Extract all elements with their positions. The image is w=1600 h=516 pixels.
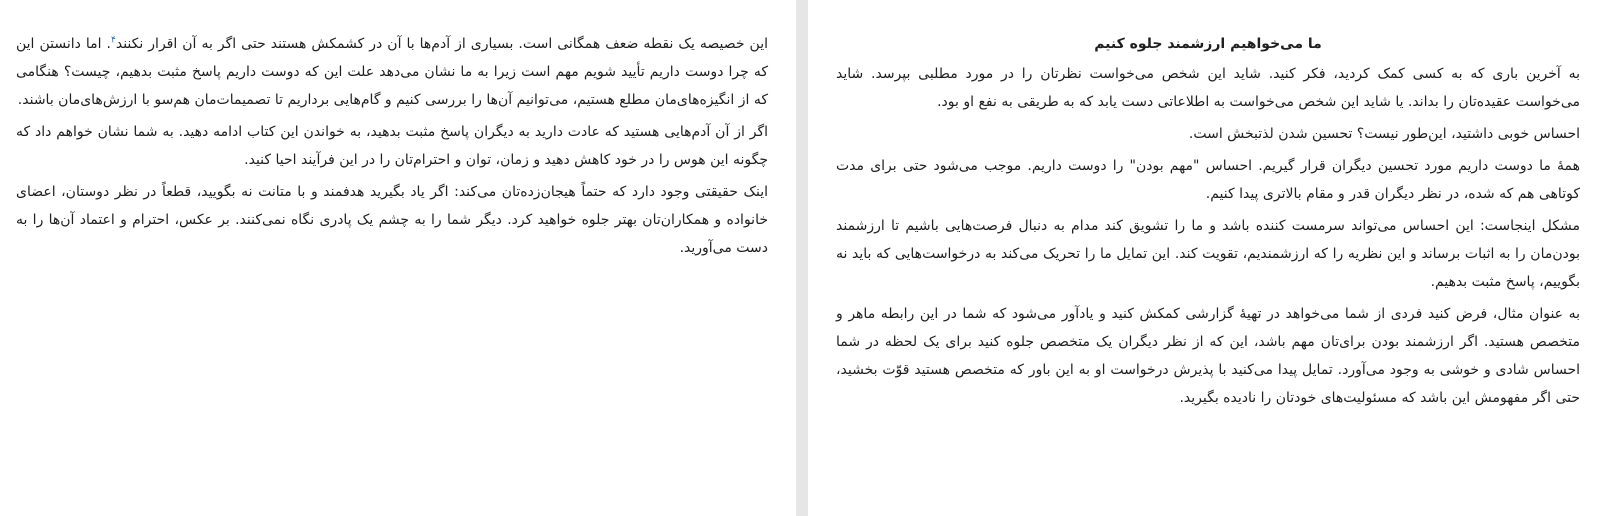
paragraph: اینک حقیقتی وجود دارد که حتماً هیجان‌زده‌تان می‌کند: اگر یاد بگیرید هدفمند و با متانت نه بگویید، قطعاً در نظر دوستان، اعضای خانواده و همکاران‌تان بهتر جلوه خواهید کرد. دیگر شما را به چشم یک پادری نگاه نمی‌کنند. بر عکس، احترام و اعتماد آن‌ها را به دست می‌آورید. xyxy=(16,184,768,256)
left-page xyxy=(0,0,796,516)
paragraph: به آخرین باری که به کسی کمک کردید، فکر کنید. شاید این شخص می‌خواست نظرتان را در مورد مطلبی بپرسد. شاید می‌خواست عقیده‌تان را بداند. یا شاید این شخص می‌خواست به اطلاعاتی دست یابد که به طریقی به نفع او بود. xyxy=(836,66,1580,110)
paragraph: اگر از آن آدم‌هایی هستید که عادت دارید به دیگران پاسخ مثبت بدهید، به خواندن این کتاب ادامه دهید. به شما نشان خواهم داد که چگونه این هوس را در خود کاهش دهید و زمان، توان و احترام‌تان را در این فرآیند احیا کنید. xyxy=(16,124,768,168)
paragraph-text: این خصیصه یک نقطه ضعف همگانی است. بسیاری از آدم‌ها با آن در کشمکش هستند حتی اگر به آن اقرار نکنند xyxy=(115,36,768,52)
right-page xyxy=(808,0,1600,516)
paragraph: همهٔ ما دوست داریم مورد تحسین دیگران قرار گیریم. احساس "مهم بودن" را دوست داریم. موجب می‌شود حتی برای مدت کوتاهی هم که شده، در نظر دیگران قدر و مقام بالاتری پیدا کنیم. xyxy=(836,158,1580,202)
paragraph xyxy=(16,30,768,114)
footnote-marker[interactable]: ۴ xyxy=(111,35,116,46)
chapter-title: ما می‌خواهیم ارزشمند جلوه کنیم xyxy=(1094,36,1322,52)
paragraph: به عنوان مثال، فرض کنید فردی از شما می‌خواهد در تهیهٔ گزارشی کمکش کنید و یادآور می‌شود که شما در این رابطه ماهر و متخصص هستید. اگر ارزشمند بودن برای‌تان مهم باشد، این که از نظر دیگران یک متخصص جلوه کنید برای یک لحظه در شما احساس شادی و خوشی به وجود می‌آورد. تمایل پیدا می‌کنید با پذیرش درخواست او به این باور که متخصص هستید قوّت بخشید، حتی اگر مفهومش این باشد که مسئولیت‌های خودتان را نادیده بگیرید. xyxy=(836,306,1580,406)
paragraph: مشکل اینجاست: این احساس می‌تواند سرمست کننده باشد و ما را تشویق کند مدام به دنبال فرصت‌هایی باشیم تا ارزشمند بودن‌مان را به اثبات برساند و این نظریه را که ارزشمندیم، تقویت کند. این تمایل ما را تحریک می‌کند به درخواست‌هایی که باید نه بگوییم، پاسخ مثبت بدهیم. xyxy=(836,218,1580,290)
paragraph-text-continued: . اما دانستن این که چرا دوست داریم تأیید شویم مهم است زیرا به ما نشان می‌دهد علت این که دوست داریم پاسخ مثبت بدهیم، چیست؟ هنگامی که از انگیزه‌های‌مان مطلع هستیم، می‌توانیم آن‌ها را بررسی کنیم و گام‌هایی برداریم تا تصمیمات‌مان هم‌سو با ارزش‌های‌مان باشند. xyxy=(16,36,768,108)
page-gutter xyxy=(796,0,808,516)
paragraph: احساس خوبی داشتید، این‌طور نیست؟ تحسین شدن لذتبخش است. xyxy=(1188,126,1580,142)
